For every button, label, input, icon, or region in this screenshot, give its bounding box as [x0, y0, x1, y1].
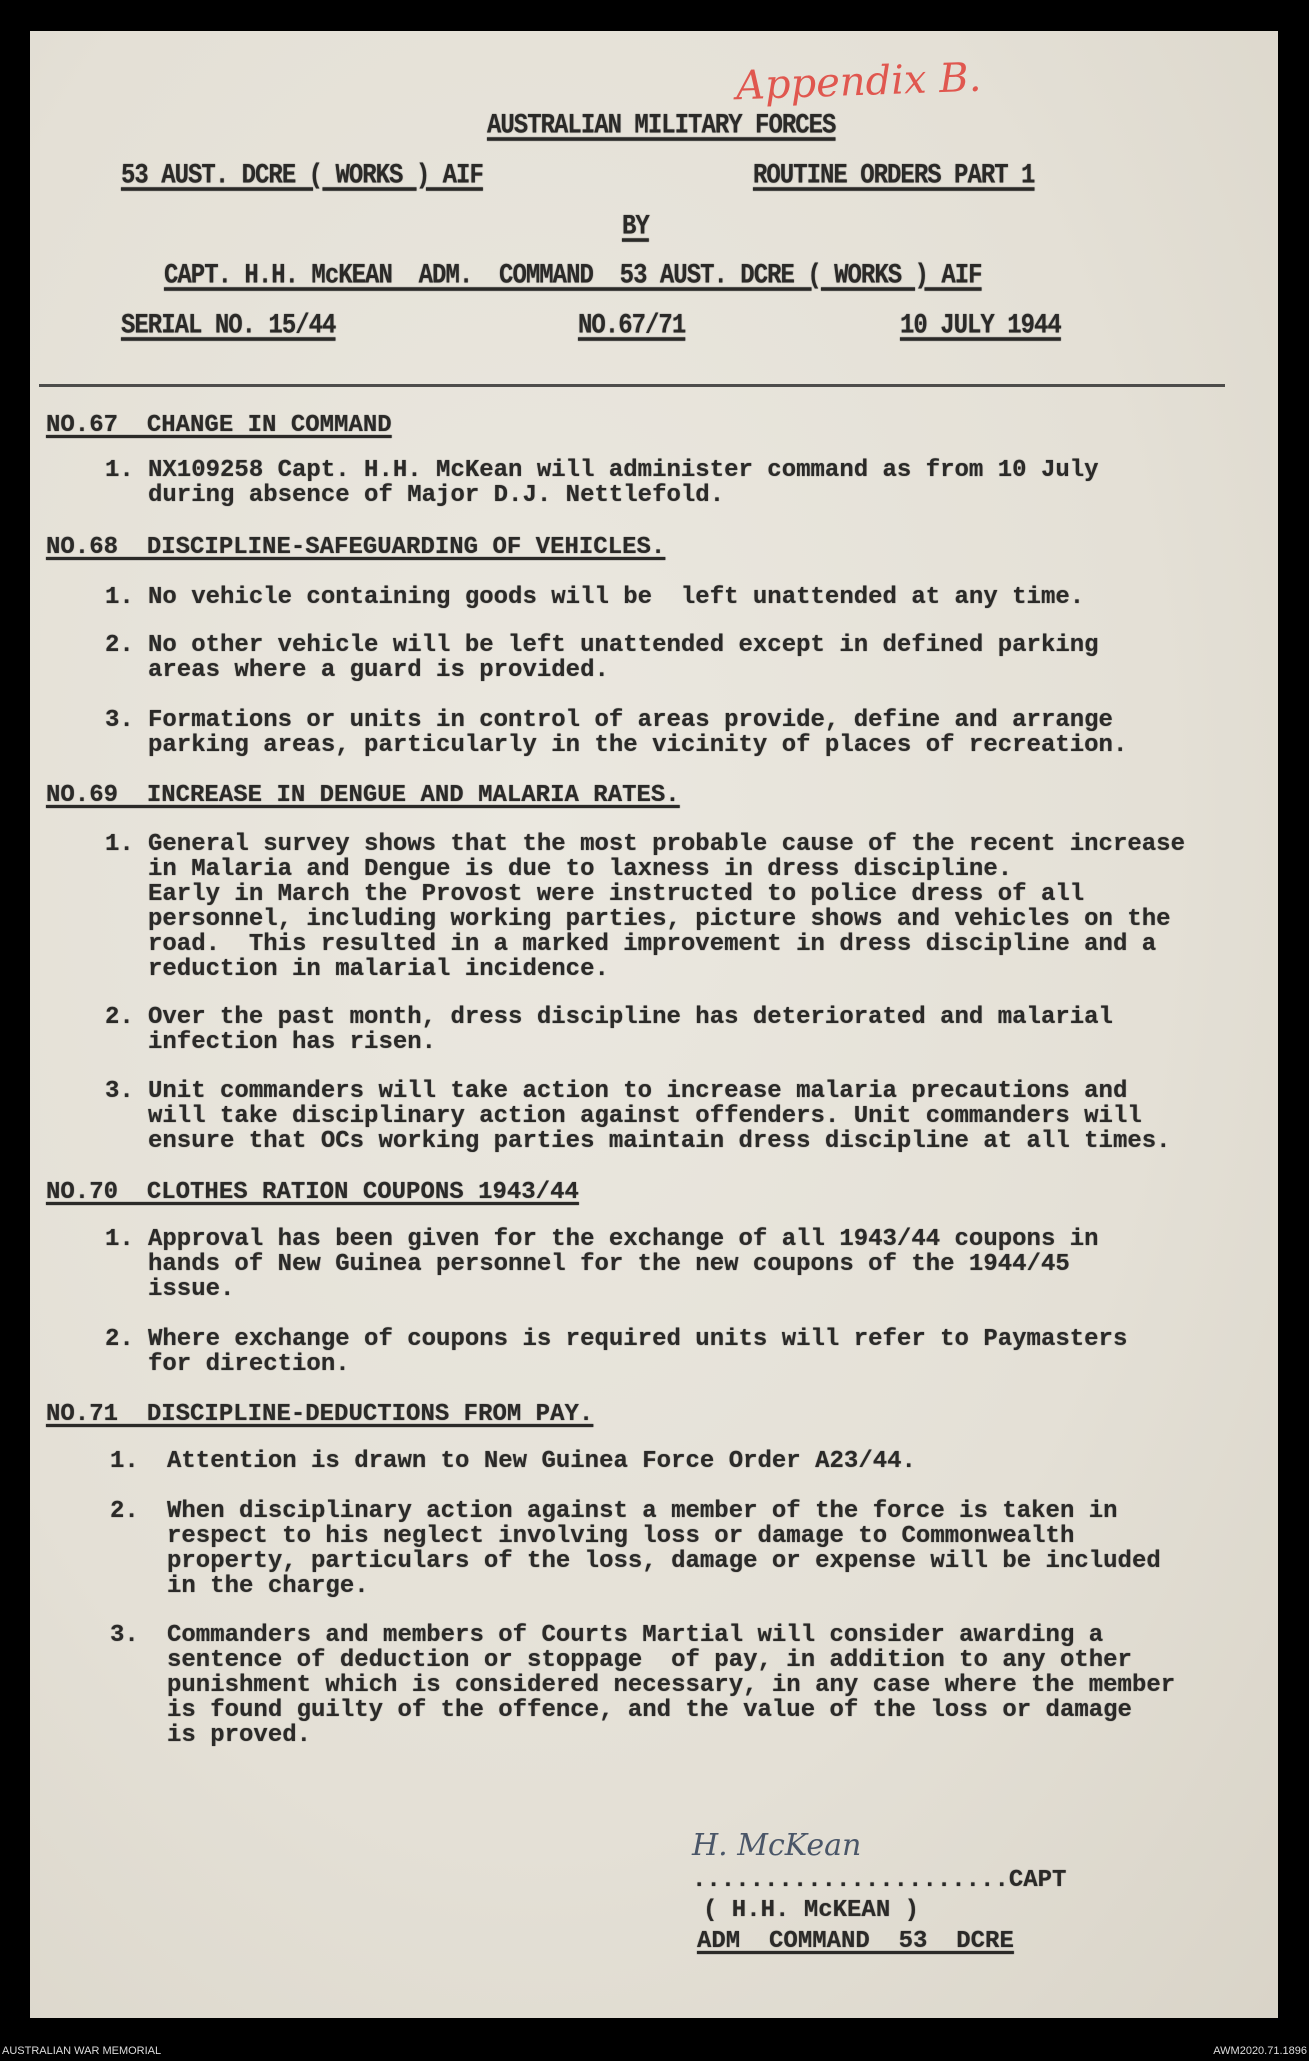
unit-name: 53 AUST. DCRE ( WORKS ) AIF: [121, 160, 483, 192]
order-date: 10 JULY 1944: [900, 310, 1061, 342]
appendix-annotation: Appendix B.: [735, 54, 983, 110]
item-text: Formations or units in control of areas provide, define and arrange parking areas, particularly in the vicinity of places of recreation.: [148, 707, 1128, 759]
section-heading: NO.70 CLOTHES RATION COUPONS 1943/44: [46, 1179, 579, 1206]
item-text: Commanders and members of Courts Martial will consider awarding a sentence of deduction or stoppage of pay, in addition to any other punishment which is considered necessary, in any case where the member is found guilty of the offence, and the value of the loss or damage is proved.: [167, 1622, 1176, 1749]
item-text: When disciplinary action against a member of the force is taken in respect to his neglect involving loss or damage to Commonwealth property, particulars of the loss, damage or expense will be included in the charge.: [167, 1498, 1161, 1600]
footer-accession: AWM2020.71.1896: [1213, 2045, 1307, 2057]
item-number: 1.: [110, 1448, 139, 1475]
item-number: 1.: [105, 831, 134, 858]
handwritten-signature: H. McKean: [692, 1828, 862, 1863]
item-number: 1.: [105, 457, 134, 484]
item-number: 2.: [105, 1326, 134, 1353]
section-heading: NO.71 DISCIPLINE-DEDUCTIONS FROM PAY.: [46, 1401, 594, 1428]
item-text: NX109258 Capt. H.H. McKean will administer command as from 10 July during absence of Major D.J. Nettlefold.: [148, 457, 1099, 509]
item-number: 3.: [105, 707, 134, 734]
document-title: AUSTRALIAN MILITARY FORCES: [487, 110, 836, 142]
item-text: Where exchange of coupons is required units will refer to Paymasters for direction.: [148, 1326, 1128, 1378]
item-number: 2.: [105, 632, 134, 659]
signatory-role: ADM COMMAND 53 DCRE: [697, 1928, 1014, 1955]
by-label: BY: [622, 211, 649, 243]
serial-number: SERIAL NO. 15/44: [121, 310, 336, 342]
section-heading: NO.67 CHANGE IN COMMAND: [46, 412, 392, 439]
item-text: Approval has been given for the exchange of all 1943/44 coupons in hands of New Guinea personnel for the new coupons of the 1944/45 issue.: [148, 1226, 1099, 1303]
item-number: 1.: [105, 1226, 134, 1253]
item-number: 1.: [105, 584, 134, 611]
item-text: General survey shows that the most probable cause of the recent increase in Malaria and Dengue is due to laxness in dress discipline. Early in March the Provost were instructed to police dress of all personnel, including working parties, picture shows and vehicles on the road. This resulted in a marked improvement in dress discipline and a reduction in malarial incidence.: [148, 831, 1185, 983]
item-text: No vehicle containing goods will be left unattended at any time.: [148, 584, 1085, 611]
section-heading: NO.68 DISCIPLINE-SAFEGUARDING OF VEHICLES.: [46, 534, 666, 561]
item-number: 2.: [105, 1004, 134, 1031]
order-range: NO.67/71: [578, 310, 686, 342]
orders-title: ROUTINE ORDERS PART 1: [753, 160, 1035, 192]
header-divider: [39, 384, 1225, 387]
item-number: 2.: [110, 1498, 139, 1525]
item-text: Unit commanders will take action to increase malaria precautions and will take disciplinary action against offenders. Unit commanders will ensure that OCs working parties maintain dress discipline at all times.: [148, 1078, 1171, 1155]
item-text: No other vehicle will be left unattended except in defined parking areas where a guard is provided.: [148, 632, 1099, 684]
issuer-line: CAPT. H.H. McKEAN ADM. COMMAND 53 AUST. DCRE ( WORKS ) AIF: [164, 260, 982, 292]
item-number: 3.: [105, 1078, 134, 1105]
item-text: Attention is drawn to New Guinea Force Order A23/44.: [167, 1448, 916, 1475]
signature-rank-line: ......................CAPT: [692, 1867, 1067, 1894]
section-heading: NO.69 INCREASE IN DENGUE AND MALARIA RATES.: [46, 782, 680, 809]
item-text: Over the past month, dress discipline has deteriorated and malarial infection has risen.: [148, 1004, 1113, 1056]
item-number: 3.: [110, 1622, 139, 1649]
footer-source: AUSTRALIAN WAR MEMORIAL: [2, 2045, 162, 2057]
signatory-name: ( H.H. McKEAN ): [703, 1897, 920, 1924]
